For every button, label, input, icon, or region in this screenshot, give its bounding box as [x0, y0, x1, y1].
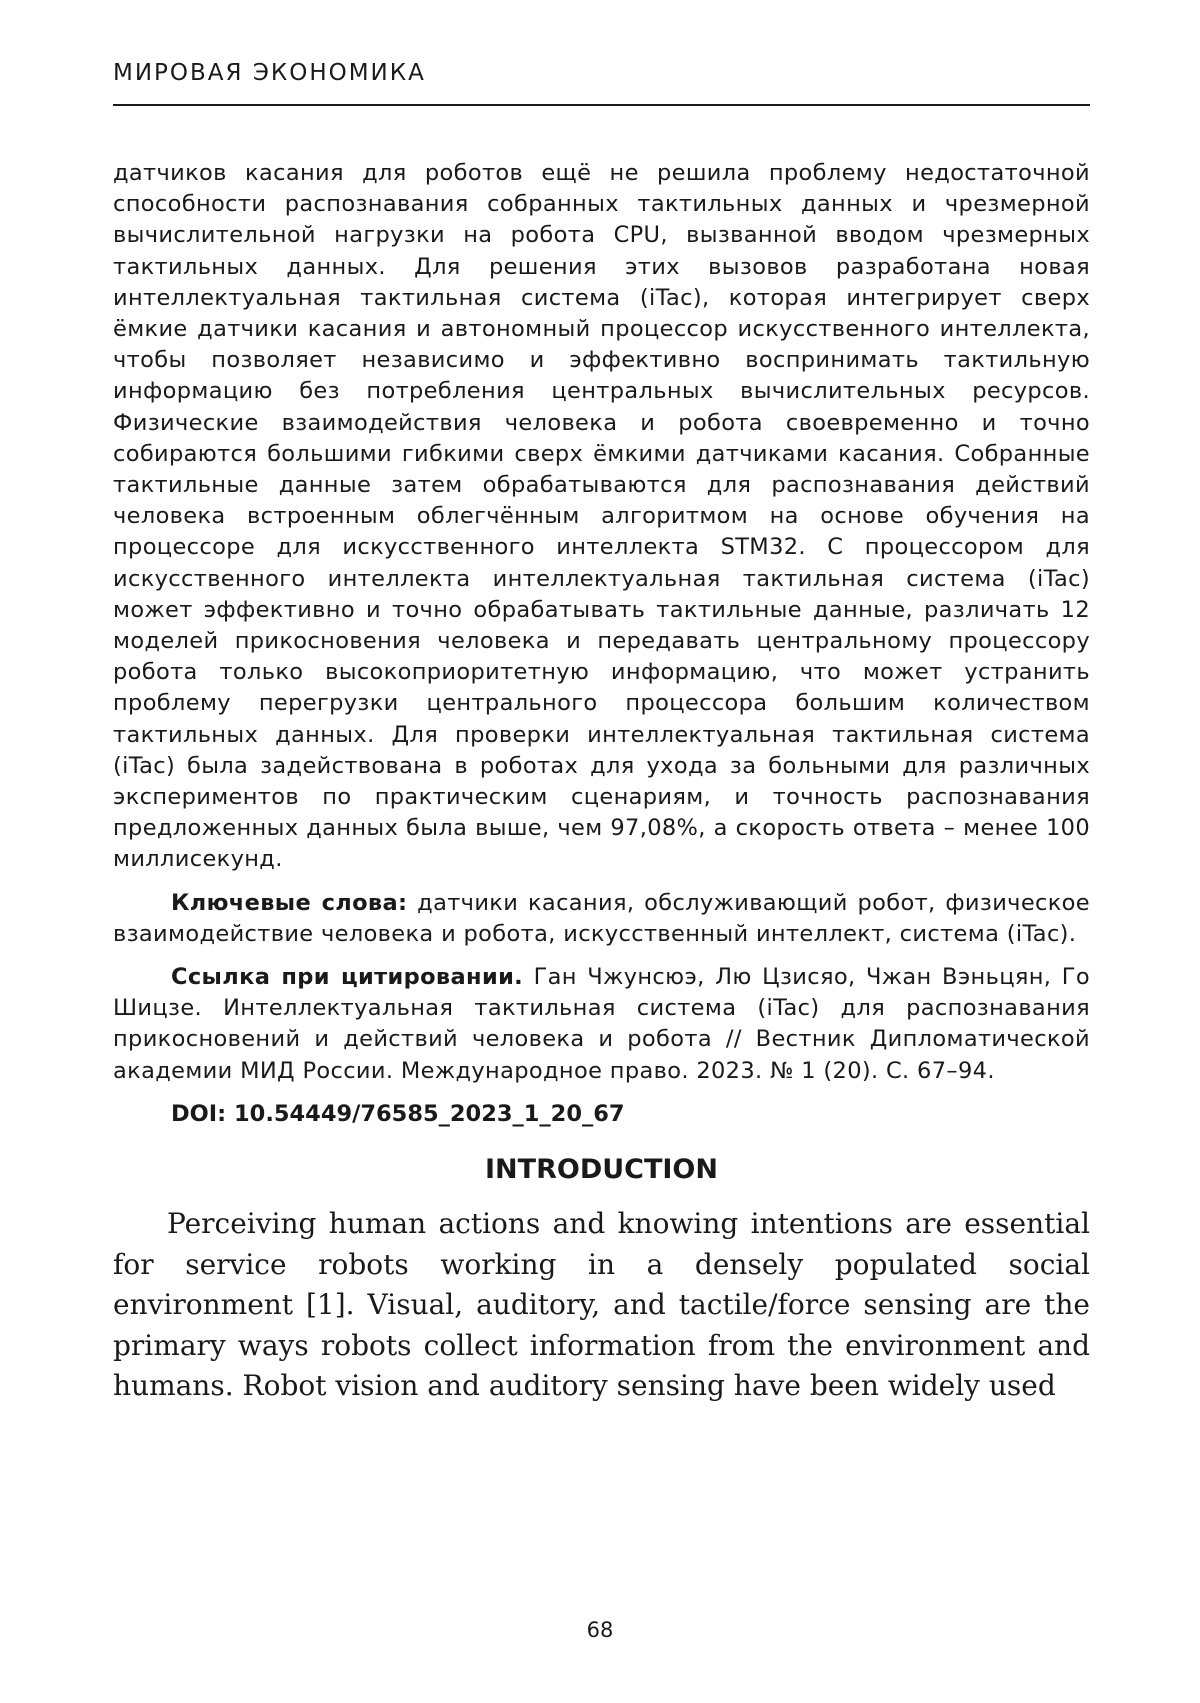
citation-text: Ган Чжунсюэ, Лю Цзисяо, Чжан Вэньцян, Го Шицзе. Интеллектуальная тактильная система (iTac) для распознавания прикосновений и действий человека и робота // Вестник Дипломатической академии МИД России. Международное право. 2023. № 1 (20). С. 67–94.	[113, 964, 1090, 1084]
citation-label: Ссылка при цитировании.	[171, 964, 524, 991]
introduction-paragraph: Perceiving human actions and knowing intentions are essential for service robots working in a densely populated social environment [1]. Visual, auditory, and tactile/force sensing are the primary ways robots collect information from the environment and humans. Robot vision and auditory sensing have been widely used	[113, 1207, 1090, 1403]
running-header: МИРОВАЯ ЭКОНОМИКА	[113, 60, 426, 86]
keywords-text: датчики касания, обслуживающий робот, физическое взаимодействие человека и робота, искусственный интеллект, система (iTac).	[113, 889, 1090, 947]
keywords-label: Ключевые слова:	[171, 889, 408, 916]
page-content	[113, 158, 1090, 1407]
doi: DOI: 10.54449/76585_2023_1_20_67	[171, 1100, 625, 1127]
page-number: 68	[586, 1618, 614, 1642]
header-divider	[113, 104, 1090, 106]
keywords-paragraph	[113, 888, 1090, 950]
section-heading-introduction: INTRODUCTION	[485, 1154, 718, 1186]
citation-paragraph	[113, 962, 1090, 1087]
abstract-paragraph: датчиков касания для роботов ещё не решила проблему недостаточной способности распознавания собранных тактильных данных и чрезмерной вычислительной нагрузки на робота CPU, вызванной вводом чрезмерных тактильных данных. Для решения этих вызовов разработана новая интеллектуальная тактильная система (iTac), которая интегрирует сверх ёмкие датчики касания и автономный процессор искусственного интеллекта, чтобы позволяет независимо и эффективно воспринимать тактильную информацию без потребления центральных вычислительных ресурсов. Физические взаимодействия человека и робота своевременно и точно собираются большими гибкими сверх ёмкими датчиками касания. Собранные тактильные данные затем обрабатываются для распознавания действий человека встроенным облегчённым алгоритмом на основе обучения на процессоре для искусственного интеллекта STM32. С процессором для искусственного интеллекта интеллектуальная тактильная система (iTac) может эффективно и точно обрабатывать тактильные данные, различать 12 моделей прикосновения человека и передавать центральному процессору робота только высокоприоритетную информацию, что может устранить проблему перегрузки центрального процессора большим количеством тактильных данных. Для проверки интеллектуальная тактильная система (iTac) была задействована в роботах для ухода за больными для различных экспериментов по практическим сценариям, и точность распознавания предложенных данных была выше, чем 97,08%, а скорость ответа – менее 100 миллисекунд.	[113, 160, 1090, 873]
